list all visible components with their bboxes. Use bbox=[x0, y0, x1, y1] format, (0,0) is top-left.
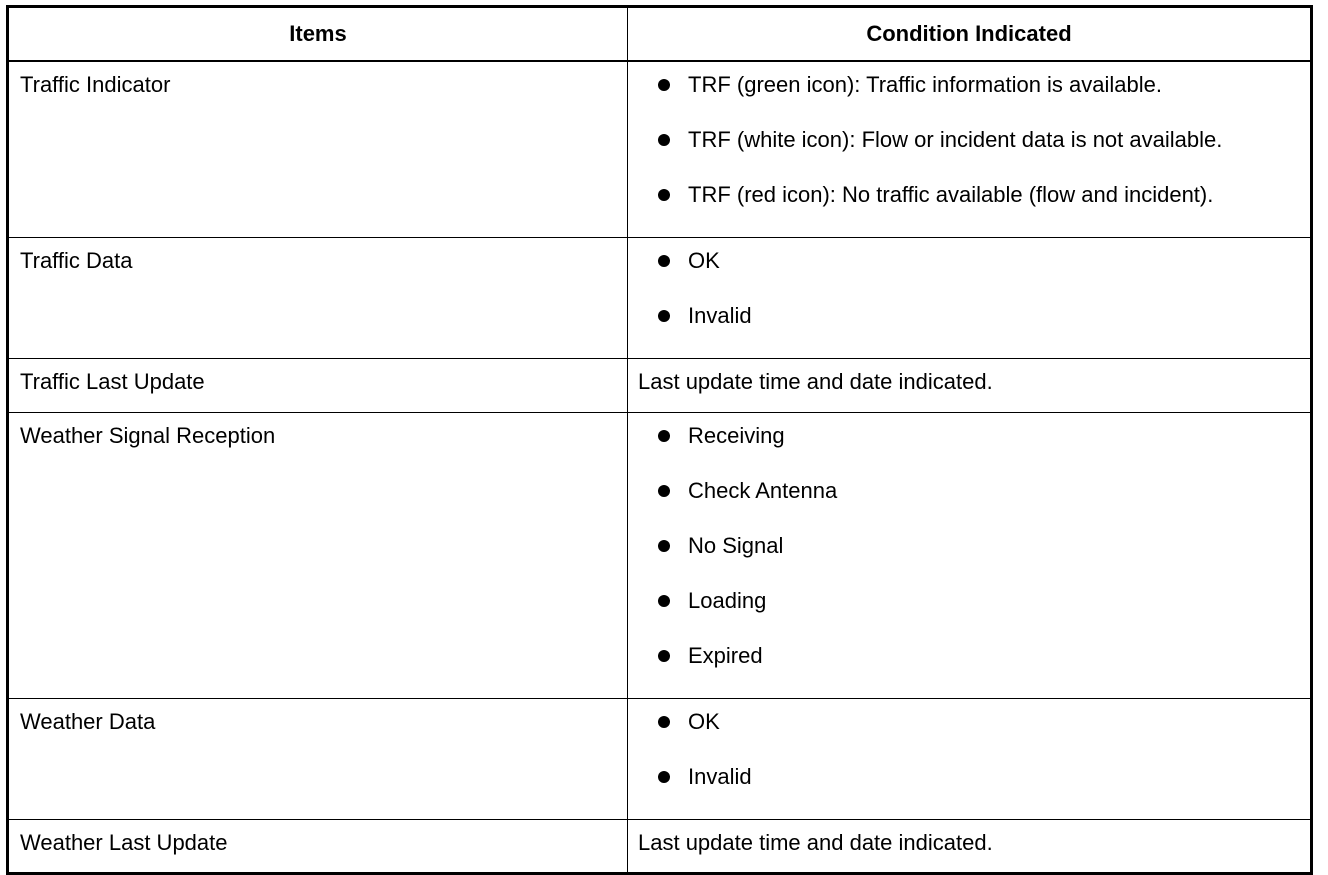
table-header-row bbox=[8, 7, 1312, 62]
condition-list bbox=[658, 72, 1300, 237]
condition-cell bbox=[628, 61, 1312, 238]
table-row bbox=[8, 359, 1312, 413]
item-cell: Traffic Last Update bbox=[8, 359, 628, 413]
condition-text: Receiving bbox=[688, 423, 785, 448]
bullet-icon bbox=[658, 650, 670, 662]
bullet-icon bbox=[658, 79, 670, 91]
bullet-icon bbox=[658, 134, 670, 146]
condition-item bbox=[658, 248, 1300, 303]
table-row bbox=[8, 413, 1312, 699]
item-cell: Traffic Indicator bbox=[8, 61, 628, 238]
condition-text: Invalid bbox=[688, 303, 752, 328]
table-row bbox=[8, 699, 1312, 820]
status-table bbox=[6, 5, 1313, 875]
condition-item bbox=[658, 478, 1300, 533]
bullet-icon bbox=[658, 430, 670, 442]
condition-item bbox=[658, 303, 1300, 358]
condition-list bbox=[658, 423, 1300, 698]
condition-text: Check Antenna bbox=[688, 478, 838, 503]
bullet-icon bbox=[658, 540, 670, 552]
condition-item bbox=[658, 423, 1300, 478]
condition-cell: Last update time and date indicated. bbox=[628, 820, 1312, 874]
condition-text: OK bbox=[688, 248, 720, 273]
condition-item bbox=[658, 72, 1300, 127]
column-header-condition: Condition Indicated bbox=[628, 7, 1312, 62]
condition-cell bbox=[628, 699, 1312, 820]
condition-item bbox=[658, 533, 1300, 588]
bullet-icon bbox=[658, 255, 670, 267]
condition-text: OK bbox=[688, 709, 720, 734]
condition-text: Invalid bbox=[688, 764, 752, 789]
condition-item bbox=[658, 643, 1300, 698]
condition-list bbox=[658, 248, 1300, 358]
condition-text: No Signal bbox=[688, 533, 784, 558]
bullet-icon bbox=[658, 189, 670, 201]
condition-cell: Last update time and date indicated. bbox=[628, 359, 1312, 413]
condition-item bbox=[658, 588, 1300, 643]
condition-text: TRF (red icon): No traffic available (flow and incident). bbox=[688, 182, 1214, 207]
item-cell: Weather Data bbox=[8, 699, 628, 820]
bullet-icon bbox=[658, 485, 670, 497]
item-cell: Weather Last Update bbox=[8, 820, 628, 874]
bullet-icon bbox=[658, 310, 670, 322]
condition-text: TRF (white icon): Flow or incident data is not available. bbox=[688, 127, 1223, 152]
condition-text: Loading bbox=[688, 588, 767, 613]
condition-text: Expired bbox=[688, 643, 763, 668]
condition-item bbox=[658, 127, 1300, 182]
bullet-icon bbox=[658, 771, 670, 783]
condition-cell bbox=[628, 238, 1312, 359]
item-cell: Traffic Data bbox=[8, 238, 628, 359]
item-cell: Weather Signal Reception bbox=[8, 413, 628, 699]
bullet-icon bbox=[658, 716, 670, 728]
table-row bbox=[8, 238, 1312, 359]
condition-item bbox=[658, 182, 1300, 237]
condition-item bbox=[658, 764, 1300, 819]
condition-list bbox=[658, 709, 1300, 819]
bullet-icon bbox=[658, 595, 670, 607]
column-header-items: Items bbox=[8, 7, 628, 62]
condition-text: TRF (green icon): Traffic information is available. bbox=[688, 72, 1162, 97]
table-row bbox=[8, 61, 1312, 238]
condition-cell bbox=[628, 413, 1312, 699]
condition-item bbox=[658, 709, 1300, 764]
